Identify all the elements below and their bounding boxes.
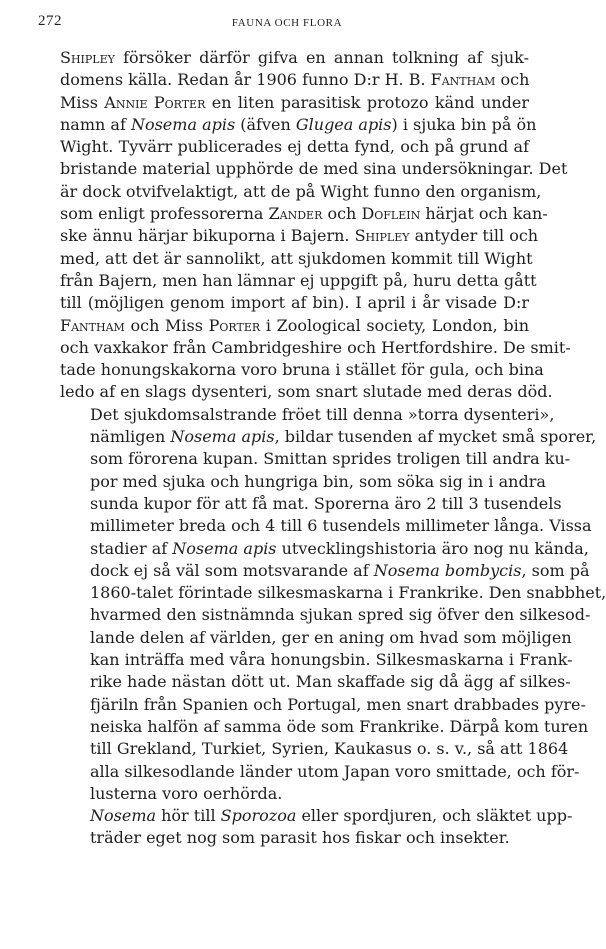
text-run: som förorena kupan. Smittan sprides troligen till andra ku- — [90, 449, 571, 469]
text-run: millimeter breda och 4 till 6 tusendels millimeter långa. Vissa — [90, 516, 592, 536]
text-run: härjat och kan- — [420, 204, 548, 224]
taxon-name: Nosema — [90, 806, 157, 826]
text-line — [60, 181, 542, 203]
text-run: och — [495, 70, 530, 90]
paragraph — [60, 47, 571, 404]
text-run: med, att det är sannolikt, att sjukdomen kommit till Wight — [60, 248, 533, 268]
text-run: hör till — [156, 806, 221, 826]
text-run: är dock otvifvelaktigt, att de på Wight funno den organism, — [60, 181, 542, 201]
author-name: Shipley — [354, 226, 410, 246]
text-run: tade honungskakorna voro bruna i stället för gula, och bina — [60, 360, 544, 380]
text-line — [60, 515, 592, 537]
text-line — [60, 493, 562, 515]
author-name: Porter — [208, 315, 261, 335]
text-run: namn af — [60, 114, 131, 134]
text-line — [60, 114, 537, 136]
text-run: en liten parasitisk protozo känd under — [205, 92, 529, 112]
text-run: och vaxkakor från Cambridgeshire och Hertfordshire. De smit- — [60, 337, 571, 357]
text-run: från Bajern, men han lämnar ej uppgift på, huru detta gått — [60, 270, 537, 290]
text-line — [60, 448, 571, 470]
text-line — [60, 69, 529, 91]
text-line — [60, 604, 591, 626]
text-line — [60, 248, 533, 270]
text-line — [60, 359, 544, 381]
paragraph — [60, 805, 573, 850]
text-run: i Zoological society, London, bin — [260, 315, 530, 335]
text-line — [60, 783, 529, 805]
text-run: som enligt professorerna — [60, 204, 269, 224]
text-run: 1860-talet förintade silkesmaskarna i Frankrike. Den snabbhet, — [90, 583, 606, 603]
text-run: eller spordjuren, och släktet upp- — [296, 806, 573, 826]
text-run: domens källa. Redan år 1906 funno D:r H. B. — [60, 70, 431, 90]
text-run: träder eget nog som parasit hos fiskar och insekter. — [90, 828, 510, 848]
text-run: lusterna voro oerhörda. — [90, 783, 283, 803]
taxon-name: Nosema apis — [130, 114, 236, 134]
text-run: hvarmed den sistnämnda sjukan spred sig öfver den silkesod- — [90, 605, 591, 625]
author-name: Zander — [268, 204, 323, 224]
text-line — [60, 538, 589, 560]
running-header: FAUNA OCH FLORA — [231, 17, 343, 29]
text-run: ledo af en slags dysenteri, som snart slutade med deras död. — [60, 382, 553, 402]
text-run: antyder till och — [409, 226, 539, 246]
text-run: till Grekland, Turkiet, Syrien, Kaukasus o. s. v., så att 1864 — [90, 739, 569, 759]
text-run: , som på — [521, 560, 590, 580]
text-run: por med sjuka och hungriga bin, som söka sig in i andra — [90, 471, 546, 491]
text-run: och Miss — [124, 315, 209, 335]
text-run: och — [322, 204, 362, 224]
text-line — [60, 337, 571, 359]
body-text — [60, 47, 606, 850]
taxon-name: Glugea apis — [295, 114, 392, 134]
text-run: ) i sjuka bin på ön — [391, 114, 537, 134]
text-run: sunda kupor för att få mat. Sporerna äro 2 till 3 tusendels — [90, 493, 562, 513]
text-line — [60, 471, 546, 493]
text-line — [60, 381, 553, 403]
text-line — [60, 649, 573, 671]
text-line — [60, 404, 555, 426]
text-run: stadier af — [90, 538, 173, 558]
text-line — [60, 827, 529, 849]
text-line — [60, 805, 573, 827]
text-line — [60, 47, 529, 69]
text-run: bristande material upphörde de med sina undersökningar. Det — [60, 159, 568, 179]
text-run: rike hade nästan dött ut. Man skaffade sig då ägg af silkes- — [90, 672, 571, 692]
taxon-name: Nosema apis — [170, 427, 275, 447]
text-line — [60, 582, 606, 604]
text-run: alla silkesodlande länder utom Japan voro smittade, och för- — [90, 761, 580, 781]
text-run: Miss — [60, 92, 105, 112]
author-name: Annie Porter — [104, 92, 206, 112]
text-run: nämligen — [90, 427, 171, 447]
text-line — [60, 560, 590, 582]
text-run: (äfven — [235, 114, 296, 134]
text-run: till (möjligen genom import af bin). I april i år visade D:r — [60, 293, 529, 313]
text-line — [60, 158, 568, 180]
text-line — [60, 136, 529, 158]
author-name: Fantham — [60, 315, 125, 335]
text-line — [60, 738, 569, 760]
text-line — [60, 694, 586, 716]
text-line — [60, 292, 529, 314]
text-line — [60, 315, 529, 337]
taxon-name: Sporozoa — [220, 806, 297, 826]
text-run: neiska halfön af samma öde som Frankrike. Därpå kom turen — [90, 716, 589, 736]
text-run: försöker därför gifva en annan tolkning af sjuk- — [114, 48, 529, 67]
text-run: kan inträffa med våra honungsbin. Silkesmaskarna i Frank- — [90, 650, 573, 670]
text-line — [60, 225, 539, 247]
text-run: , bildar tusenden af mycket små sporer, — [274, 427, 597, 447]
paragraph — [60, 404, 606, 805]
text-line — [60, 426, 597, 448]
text-run: utvecklingshistoria äro nog nu kända, — [276, 538, 589, 558]
text-line — [60, 203, 548, 225]
text-run: lande delen af världen, ger en aning om hvad som möjligen — [90, 627, 572, 647]
text-run: dock ej så väl som motsvarande af — [90, 560, 374, 580]
text-line — [60, 761, 580, 783]
text-line — [60, 716, 589, 738]
text-run: Det sjukdomsalstrande fröet till denna »torra dysenteri», — [90, 404, 555, 424]
taxon-name: Nosema apis — [172, 538, 277, 558]
taxon-name: Nosema bombycis — [373, 560, 522, 580]
page-number: 272 — [38, 13, 62, 29]
text-line — [60, 627, 572, 649]
text-run: fjäriln från Spanien och Portugal, men snart drabbades pyre- — [90, 694, 586, 714]
text-line — [60, 92, 529, 114]
text-run: ske ännu härjar bikuporna i Bajern. — [60, 226, 355, 246]
text-line — [60, 671, 571, 693]
text-run: Wight. Tyvärr publicerades ej detta fynd, och på grund af — [60, 137, 529, 157]
author-name: Doflein — [361, 204, 421, 224]
text-line — [60, 270, 537, 292]
author-name: Shipley — [60, 48, 115, 67]
author-name: Fantham — [430, 70, 496, 90]
